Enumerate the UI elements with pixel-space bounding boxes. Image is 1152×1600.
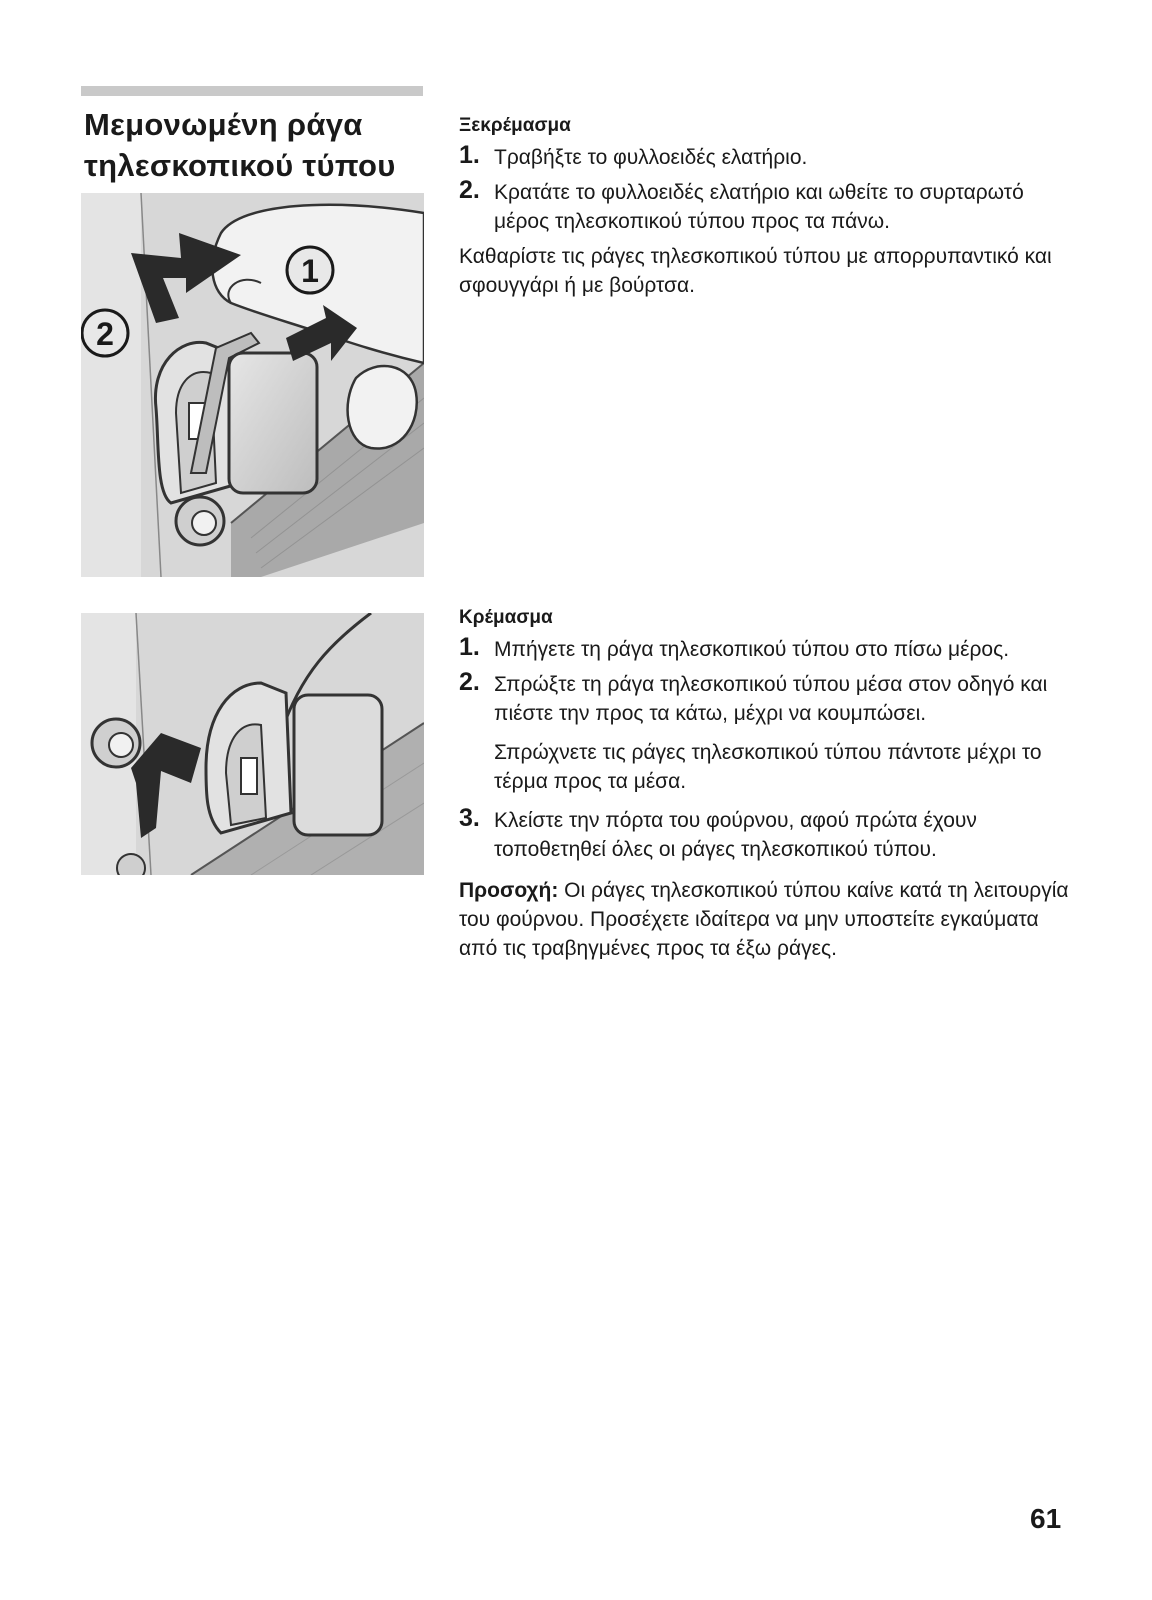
page-title-line-1: Μεμονωμένη ράγα: [84, 107, 363, 142]
cleaning-note: Καθαρίστε τις ράγες τηλεσκοπικού τύπου με απορρυπαντικό και σφουγγάρι ή με βούρτσα.: [459, 245, 1052, 297]
page-title-line-2: τηλεσκοπικού τύπου: [84, 148, 396, 183]
warning-note: [459, 876, 1079, 963]
step-text: Τραβήξτε το φυλλοειδές ελατήριο.: [494, 146, 808, 169]
page-number: 61: [1030, 1503, 1062, 1534]
unhooking-step-2: [459, 178, 1079, 236]
step-number: 2.: [459, 668, 480, 696]
step-text: Σπρώξτε τη ράγα τηλεσκοπικού τύπου μέσα στον οδηγό και πιέστε την προς τα κάτω, μέχρι να κουμπώσει.: [494, 673, 1048, 725]
callout-2-label: 2: [96, 316, 114, 352]
hooking-step-3: [459, 806, 1079, 864]
step-text: Κρατάτε το φυλλοειδές ελατήριο και ωθείτε το συρταρωτό μέρος τηλεσκοπικού τύπου προς τα πάνω.: [494, 181, 1024, 233]
unhooking-section: [459, 112, 1079, 306]
unhooking-illustration-svg: [81, 193, 424, 577]
unhooking-illustration: [81, 193, 424, 577]
push-rails-note: Σπρώχνετε τις ράγες τηλεσκοπικού τύπου πάντοτε μέχρι το τέρμα προς τα μέσα.: [494, 741, 1042, 793]
step-number: 2.: [459, 176, 480, 204]
hooking-section: [459, 604, 1079, 963]
title-rule: [81, 86, 423, 96]
page-title: [84, 104, 444, 186]
step-text: Κλείστε την πόρτα του φούρνου, αφού πρώτα έχουν τοποθετηθεί όλες οι ράγες τηλεσκοπικού τύπου.: [494, 809, 977, 861]
step-number: 1.: [459, 633, 480, 661]
hooking-illustration: [81, 613, 424, 875]
hooking-step-2: [459, 670, 1079, 728]
warning-label: Προσοχή:: [459, 879, 559, 902]
unhooking-heading: Ξεκρέμασμα: [459, 115, 571, 136]
warning-text: Οι ράγες τηλεσκοπικού τύπου καίνε κατά τη λειτουργία του φούρνου. Προσέχετε ιδαίτερα να μην υποστείτε εγκαύματα από τις τραβηγμένες προς τα έξω ράγες.: [459, 879, 1069, 960]
unhooking-step-1: [459, 143, 1079, 172]
hooking-illustration-svg: [81, 613, 424, 875]
hooking-step-1: [459, 635, 1079, 664]
step-number: 1.: [459, 141, 480, 169]
step-number: 3.: [459, 804, 480, 832]
step-text: Μπήγετε τη ράγα τηλεσκοπικού τύπου στο πίσω μέρος.: [494, 638, 1010, 661]
callout-1-label: 1: [301, 253, 319, 289]
hooking-heading: Κρέμασμα: [459, 607, 553, 628]
